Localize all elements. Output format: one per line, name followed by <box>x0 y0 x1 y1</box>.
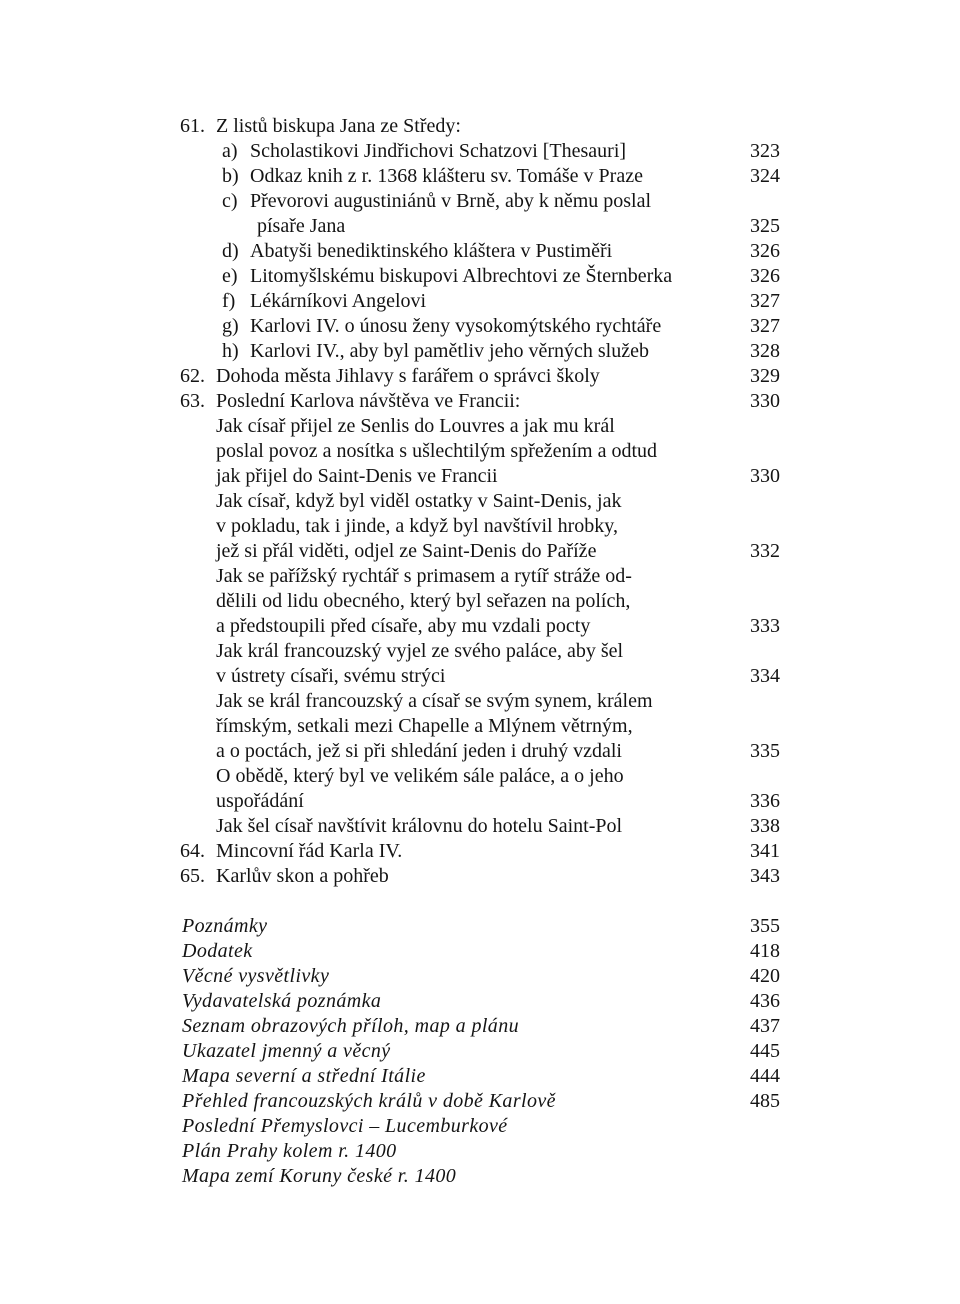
toc-subentry-line <box>0 689 960 714</box>
page-number: 330 <box>750 465 780 487</box>
page-number: 336 <box>750 790 780 812</box>
page-number: 335 <box>750 740 780 762</box>
toc-entry <box>0 139 960 164</box>
entry-title: Jak král francouzský vyjel ze svého paláce, aby šel <box>216 640 624 662</box>
page-number: 328 <box>750 340 780 362</box>
entry-title: uspořádání <box>216 790 304 812</box>
entry-title: Mincovní řád Karla IV. <box>216 840 403 862</box>
entry-title: římským, setkali mezi Chapelle a Mlýnem větrným, <box>216 715 633 737</box>
entry-number: 64. <box>180 840 205 862</box>
appendix-entry <box>0 1014 960 1039</box>
entry-title: Z listů biskupa Jana ze Středy: <box>216 115 461 137</box>
toc-subentry-line <box>0 789 960 814</box>
toc-entry <box>0 189 960 214</box>
toc-subentry-line <box>0 764 960 789</box>
page-number: 418 <box>750 940 780 962</box>
toc-subentry-line <box>0 664 960 689</box>
entry-letter: e) <box>222 265 238 287</box>
appendix-title: Seznam obrazových příloh, map a plánu <box>182 1015 519 1037</box>
entry-letter: h) <box>222 340 239 362</box>
page-number: 338 <box>750 815 780 837</box>
toc-entry <box>0 164 960 189</box>
page-number: 445 <box>750 1040 780 1062</box>
entry-title: Jak se pařížský rychtář s primasem a rytíř stráže od- <box>216 565 632 587</box>
toc-subentry-line <box>0 739 960 764</box>
entry-letter: c) <box>222 190 238 212</box>
toc-subentry-line <box>0 414 960 439</box>
entry-number: 61. <box>180 115 205 137</box>
entry-title: Jak šel císař navštívit královnu do hotelu Saint-Pol <box>216 815 623 837</box>
toc-entry <box>0 239 960 264</box>
toc-subentry-line <box>0 814 960 839</box>
page-number: 333 <box>750 615 780 637</box>
entry-title: jak přijel do Saint-Denis ve Francii <box>216 465 498 487</box>
entry-title: Jak se král francouzský a císař se svým synem, králem <box>216 690 653 712</box>
toc-subentry-line <box>0 439 960 464</box>
page-number: 324 <box>750 165 780 187</box>
appendix-title: Mapa zemí Koruny české r. 1400 <box>182 1165 457 1187</box>
appendix-entry <box>0 964 960 989</box>
appendix-entry <box>0 1064 960 1089</box>
entry-title: a předstoupili před císaře, aby mu vzdali pocty <box>216 615 591 637</box>
toc-entry <box>0 289 960 314</box>
entry-title: jež si přál viděti, odjel ze Saint-Denis do Paříže <box>216 540 597 562</box>
page-number: 323 <box>750 140 780 162</box>
appendix-entry <box>0 1039 960 1064</box>
toc-subentry-line <box>0 614 960 639</box>
entry-title: Převorovi augustiniánů v Brně, aby k němu poslal <box>250 190 652 212</box>
entry-letter: d) <box>222 240 239 262</box>
page-number: 332 <box>750 540 780 562</box>
entry-title: Jak císař, když byl viděl ostatky v Saint-Denis, jak <box>216 490 622 512</box>
appendix-entry <box>0 914 960 939</box>
appendix-title: Mapa severní a střední Itálie <box>182 1065 426 1087</box>
appendix-title: Vydavatelská poznámka <box>182 990 382 1012</box>
entry-title: Abatyši benediktinského kláštera v Pustiměři <box>250 240 613 262</box>
toc-subentry-line <box>0 489 960 514</box>
toc-entry <box>0 339 960 364</box>
page-number: 327 <box>750 290 780 312</box>
entry-title: Jak císař přijel ze Senlis do Louvres a jak mu král <box>216 415 615 437</box>
page-number: 437 <box>750 1015 780 1037</box>
toc-entry <box>0 264 960 289</box>
entry-title: poslal povoz a nosítka s ušlechtilým spřežením a odtud <box>216 440 658 462</box>
entry-title: Karlovi IV. o únosu ženy vysokomýtského rychtáře <box>250 315 662 337</box>
page-number: 326 <box>750 240 780 262</box>
page-number: 444 <box>750 1065 780 1087</box>
appendix-entry <box>0 989 960 1014</box>
entry-title: v ústrety císaři, svému strýci <box>216 665 446 687</box>
toc-subentry-line <box>0 714 960 739</box>
appendix-entry <box>0 1139 960 1164</box>
appendix-title: Ukazatel jmenný a věcný <box>182 1040 391 1062</box>
appendix-entry <box>0 1164 960 1189</box>
toc-entry <box>0 389 960 414</box>
entry-title: v pokladu, tak i jinde, a když byl navštívil hrobky, <box>216 515 618 537</box>
page-number: 329 <box>750 365 780 387</box>
appendix-entry <box>0 1089 960 1114</box>
toc-entry <box>0 364 960 389</box>
entry-title: Lékárníkovi Angelovi <box>250 290 427 312</box>
entry-title: Karlovi IV., aby byl pamětliv jeho věrných služeb <box>250 340 649 362</box>
entry-title: O obědě, který byl ve velikém sále paláce, a o jeho <box>216 765 624 787</box>
toc-subentry-line <box>0 639 960 664</box>
toc-entry-continuation <box>0 214 960 239</box>
toc-subentry-line <box>0 539 960 564</box>
page-number: 325 <box>750 215 780 237</box>
entry-title: Scholastikovi Jindřichovi Schatzovi [Thesauri] <box>250 140 627 162</box>
entry-number: 65. <box>180 865 205 887</box>
entry-title: dělili od lidu obecného, který byl seřazen na polích, <box>216 590 631 612</box>
page-number: 326 <box>750 265 780 287</box>
page-number: 341 <box>750 840 780 862</box>
toc-entry <box>0 839 960 864</box>
entry-number: 63. <box>180 390 205 412</box>
page-number: 334 <box>750 665 780 687</box>
page-number: 330 <box>750 390 780 412</box>
page-number: 327 <box>750 315 780 337</box>
toc-entry <box>0 864 960 889</box>
appendix-title: Poznámky <box>182 915 268 937</box>
toc-subentry-line <box>0 589 960 614</box>
entry-title: písaře Jana <box>257 215 346 237</box>
page-number: 420 <box>750 965 780 987</box>
page-number: 485 <box>750 1090 780 1112</box>
toc-entry <box>0 114 960 139</box>
page-number: 436 <box>750 990 780 1012</box>
entry-letter: b) <box>222 165 239 187</box>
entry-number: 62. <box>180 365 205 387</box>
entry-letter: f) <box>222 290 236 312</box>
page-number: 355 <box>750 915 780 937</box>
appendix-title: Plán Prahy kolem r. 1400 <box>182 1140 397 1162</box>
entry-title: a o poctách, jež si při shledání jeden i druhý vzdali <box>216 740 622 762</box>
toc-subentry-line <box>0 464 960 489</box>
entry-title: Odkaz knih z r. 1368 klášteru sv. Tomáše v Praze <box>250 165 643 187</box>
toc-subentry-line <box>0 564 960 589</box>
entry-title: Poslední Karlova návštěva ve Francii: <box>216 390 521 412</box>
toc-subentry-line <box>0 514 960 539</box>
page-number: 343 <box>750 865 780 887</box>
appendix-title: Věcné vysvětlivky <box>182 965 330 987</box>
entry-letter: a) <box>222 140 238 162</box>
entry-title: Litomyšlskému biskupovi Albrechtovi ze Šternberka <box>250 265 673 287</box>
appendix-title: Přehled francouzských králů v době Karlově <box>182 1090 556 1112</box>
entry-title: Karlův skon a pohřeb <box>216 865 389 887</box>
appendix-entry <box>0 939 960 964</box>
entry-letter: g) <box>222 315 239 337</box>
appendix-title: Poslední Přemyslovci – Lucemburkové <box>182 1115 508 1137</box>
toc-entry <box>0 314 960 339</box>
appendix-entry <box>0 1114 960 1139</box>
entry-title: Dohoda města Jihlavy s farářem o správci školy <box>216 365 600 387</box>
appendix-title: Dodatek <box>182 940 253 962</box>
